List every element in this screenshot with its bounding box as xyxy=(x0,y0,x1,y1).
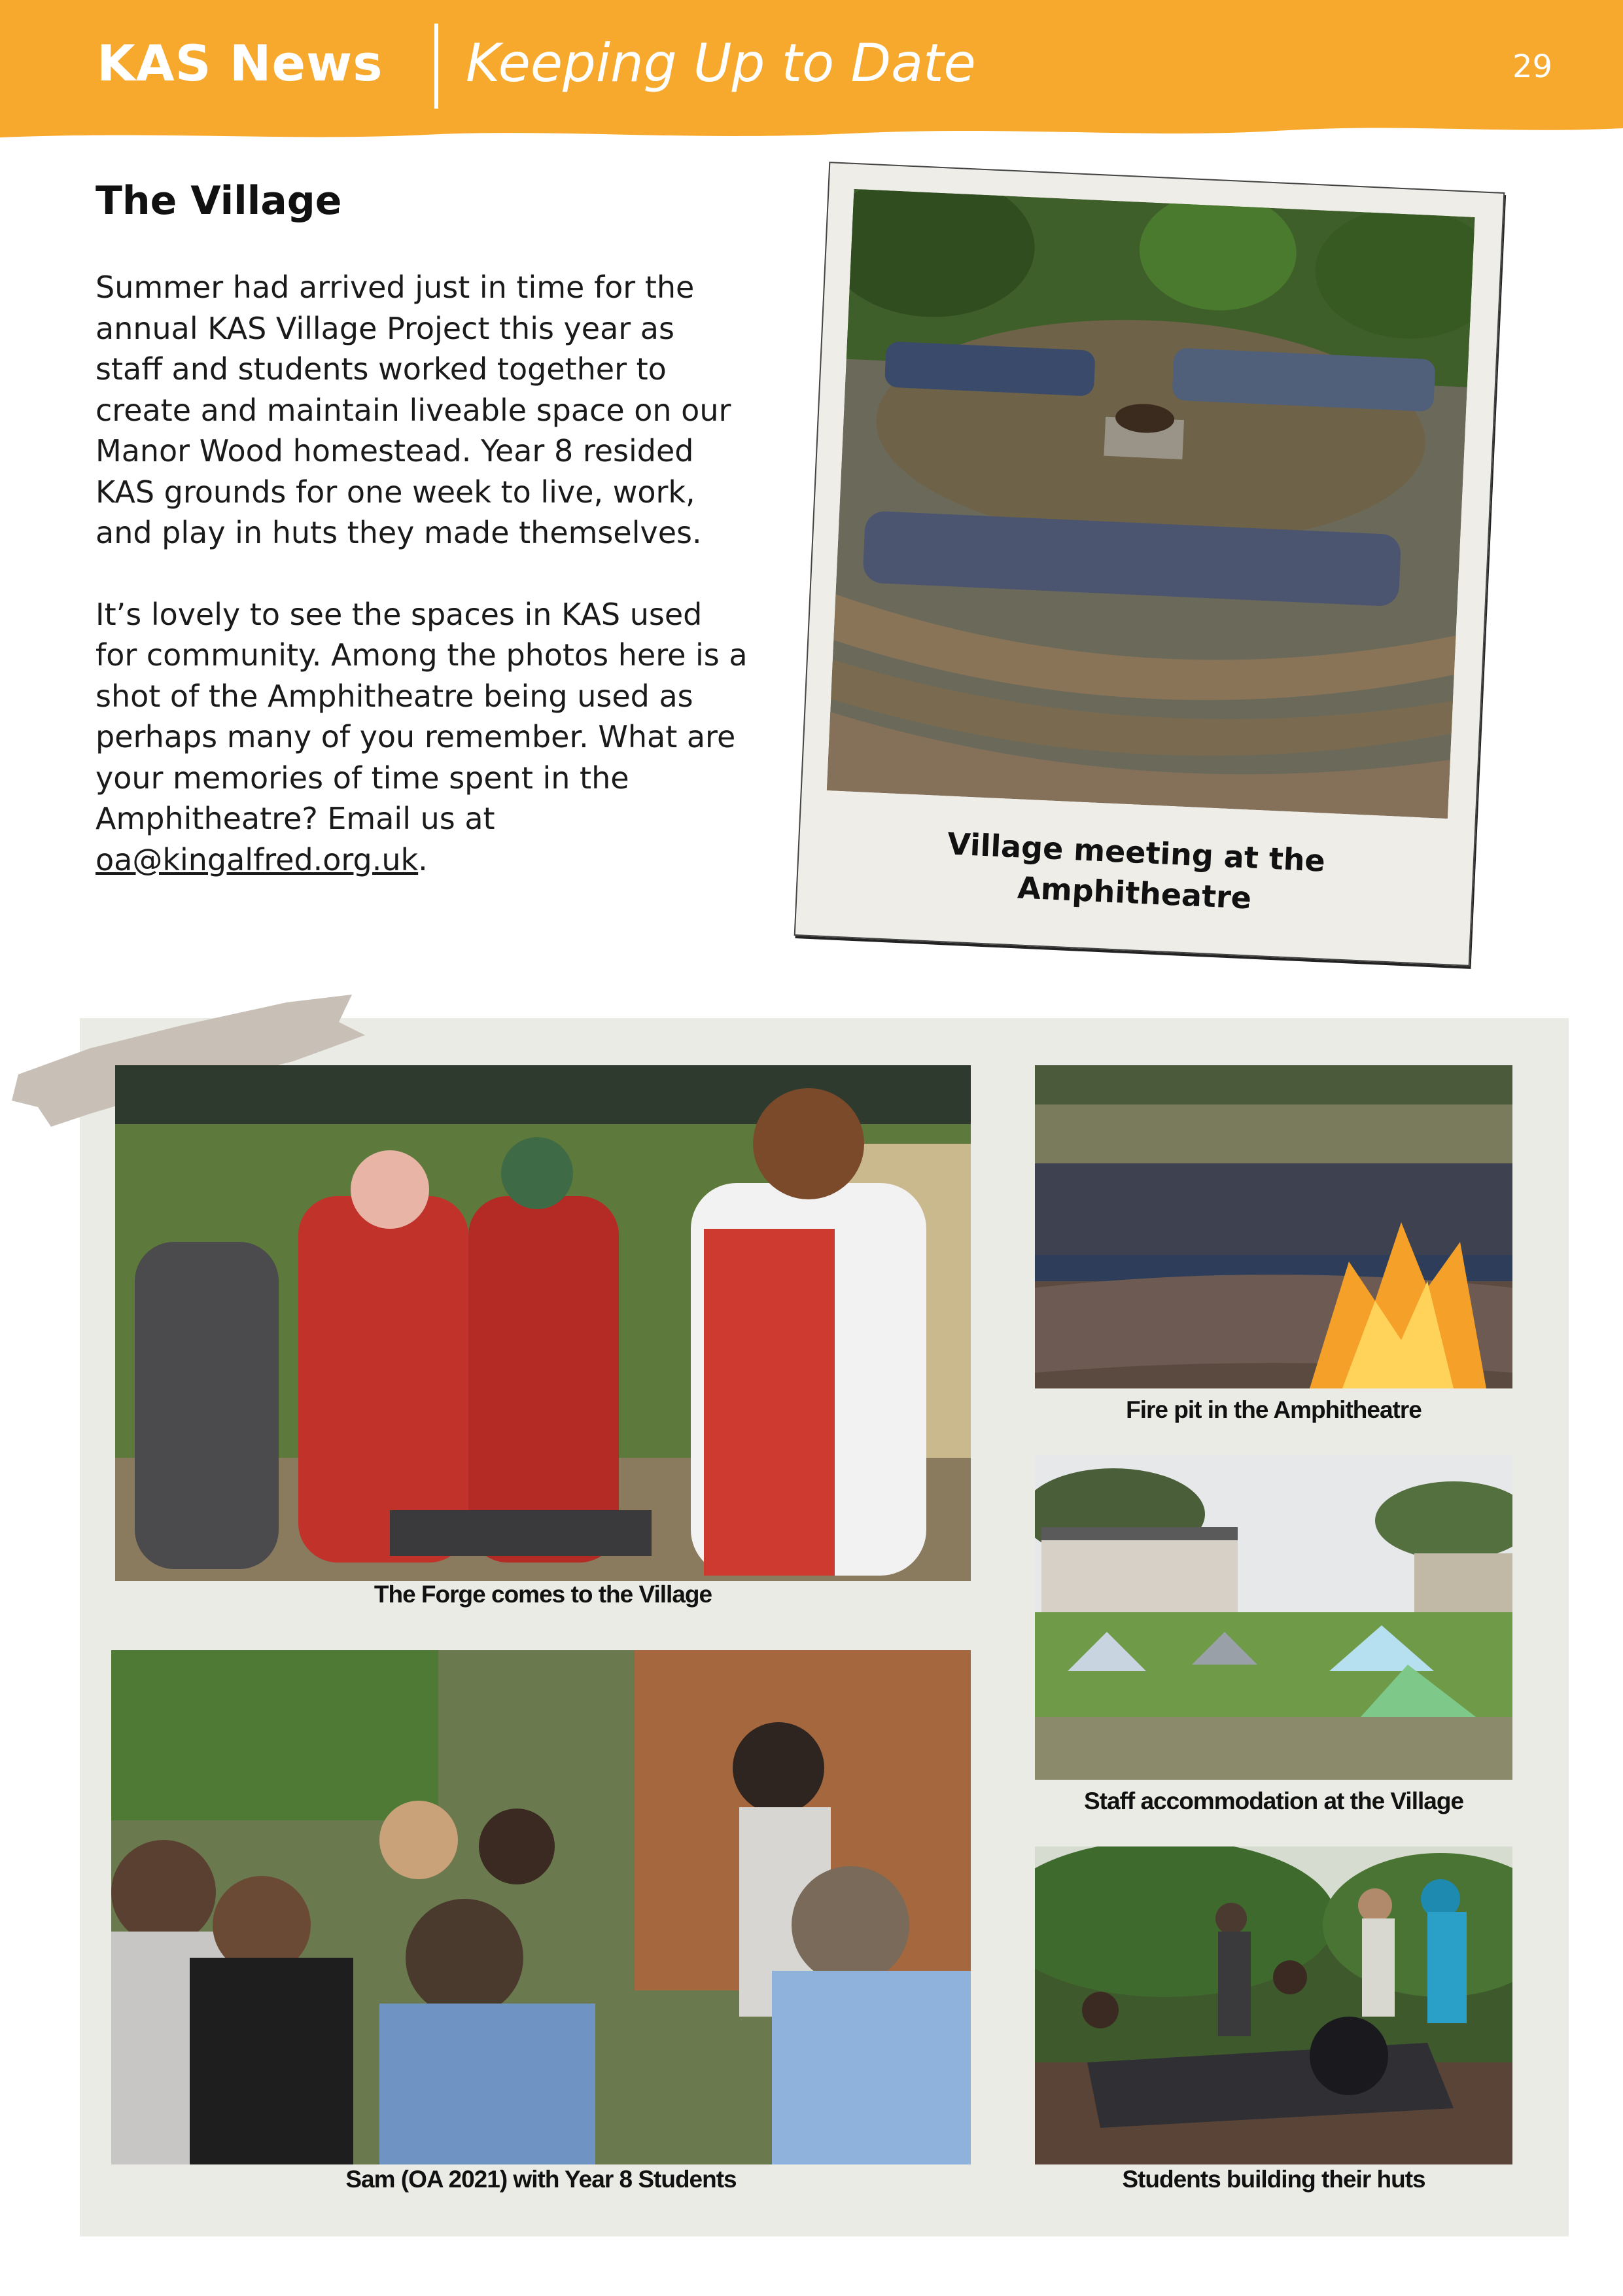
email-link[interactable]: oa@kingalfred.org.uk xyxy=(96,841,419,877)
sam-caption: Sam (OA 2021) with Year 8 Students xyxy=(345,2166,737,2193)
staff-caption: Staff accommodation at the Village xyxy=(1083,1788,1464,1814)
huts-photo xyxy=(1035,1846,1512,2164)
article-title: The Village xyxy=(96,178,342,224)
section-title: Keeping Up to Date xyxy=(466,33,976,94)
article-paragraph-1: Summer had arrived just in time for the annual KAS Village Project this year as staff and students worked together to create and maintain liveable space on our Manor Wood homestead. Year 8 resided KAS grounds for one week to live, work, and play in huts they made themselves. xyxy=(96,270,731,550)
huts-caption: Students building their huts xyxy=(1122,2166,1425,2193)
brand-title: KAS News xyxy=(97,34,383,92)
header-divider xyxy=(434,24,438,109)
staff-accommodation-photo xyxy=(1035,1455,1512,1780)
paragraph-2-text: It’s lovely to see the spaces in KAS used for community. Among the photos here is a shot of the Amphitheatre being used as perhaps many of you remember. What are your memories of time spent in the Amphitheatre? Email us at xyxy=(96,596,748,836)
forge-photo xyxy=(115,1065,971,1581)
page-header xyxy=(0,0,1623,150)
article-paragraph-2 xyxy=(96,594,750,881)
forge-caption: The Forge comes to the Village xyxy=(374,1581,712,1608)
paragraph-2-end: . xyxy=(418,841,428,877)
page-number: 29 xyxy=(1512,48,1553,85)
polaroid-frame xyxy=(794,162,1505,966)
article-body xyxy=(96,267,750,921)
amphitheatre-photo xyxy=(827,189,1475,819)
polaroid-caption: Village meeting at the Amphitheatre xyxy=(947,826,1326,916)
firepit-photo xyxy=(1035,1065,1512,1388)
sam-photo xyxy=(111,1650,971,2164)
firepit-caption: Fire pit in the Amphitheatre xyxy=(1126,1396,1422,1423)
